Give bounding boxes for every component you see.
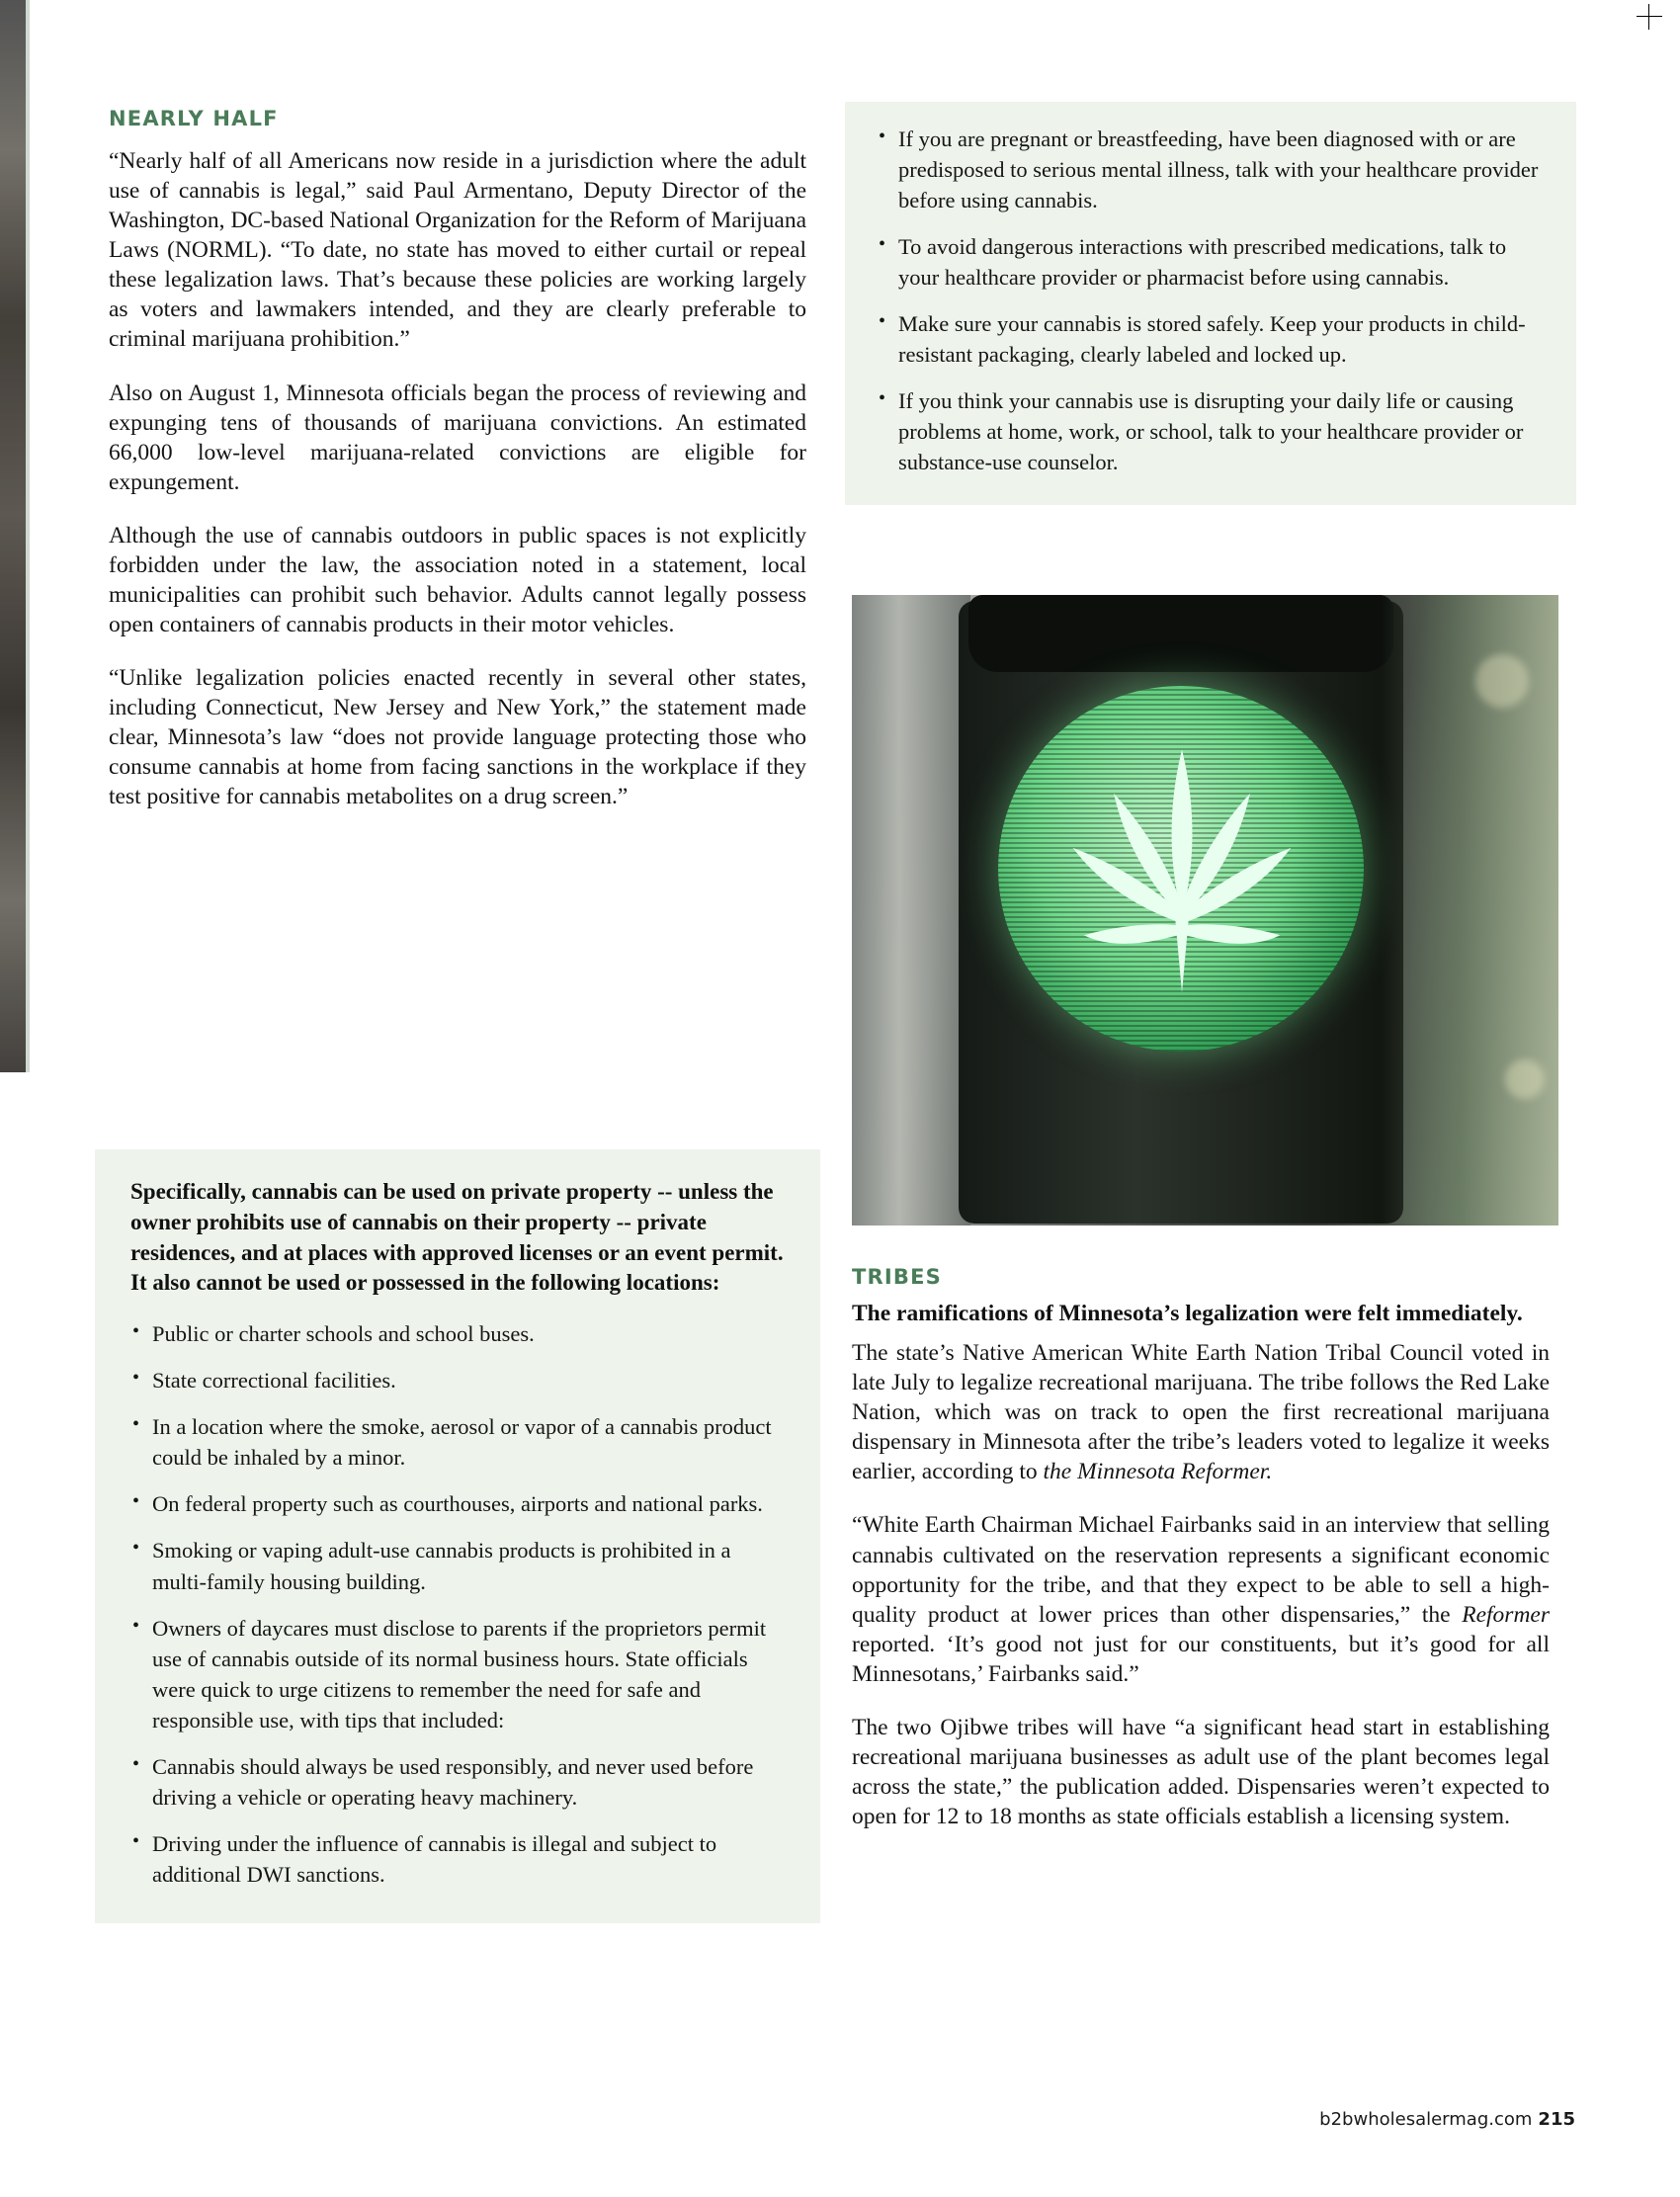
list-item: • On federal property such as courthouses, airports and national parks. [130, 1488, 787, 1519]
list-item: • Smoking or vaping adult-use cannabis products is prohibited in a multi-family housing building. [130, 1535, 787, 1596]
crop-mark-top-right-horizontal [1637, 16, 1662, 17]
list-item: • If you are pregnant or breastfeeding, have been diagnosed with or are predisposed to serious mental illness, talk with your healthcare provider before using cannabis. [877, 124, 1547, 215]
cannabis-leaf-icon [1046, 733, 1318, 1006]
section-heading-tribes: TRIBES [852, 1265, 942, 1289]
list-item: • State correctional facilities. [130, 1365, 787, 1395]
footer-page-number: 215 [1538, 2109, 1575, 2130]
paragraph: The two Ojibwe tribes will have “a significant head start in establishing recreational marijuana businesses as adult use of the plant becomes legal across the state,” the publication added. Dispensaries weren’t expected to open for 12 to 18 months as state officials establish a licensing system. [852, 1714, 1550, 1830]
prohibited-locations-box [95, 1149, 820, 1923]
publication-name-italic: Reformer [1462, 1601, 1550, 1628]
paragraph: Although the use of cannabis outdoors in public spaces is not explicitly forbidden under the law, the association noted in a statement, local municipalities can prohibit such behavior. Adults cannot legally possess open containers of cannabis products in their motor vehicles. [109, 522, 806, 638]
list-item: • Owners of daycares must disclose to parents if the proprietors permit use of cannabis outside of its normal business hours. State officials were quick to urge citizens to remember the need for safe and responsible use, with tips that included: [130, 1613, 787, 1735]
prohibited-locations-intro: Specifically, cannabis can be used on private property -- unless the owner prohibits use of cannabis on their property -- private residences, and at places with approved licenses or an event permit. It also cannot be used or possessed in the following locations: [130, 1179, 784, 1296]
list-item: • If you think your cannabis use is disrupting your daily life or causing problems at home, work, or school, talk to your healthcare provider or substance-use counselor. [877, 385, 1547, 477]
list-item: • To avoid dangerous interactions with prescribed medications, talk to your healthcare provider or pharmacist before using cannabis. [877, 231, 1547, 293]
left-column [109, 107, 806, 812]
traffic-light-pole [852, 595, 970, 1225]
photo-background-blur [1381, 595, 1558, 1225]
crop-mark-top-right-vertical [1648, 4, 1649, 30]
safety-tips-list [877, 124, 1547, 477]
paragraph: Also on August 1, Minnesota officials began the process of reviewing and expunging tens of thousands of marijuana convictions. An estimated 66,000 low-level marijuana-related convictions are eligible for expungement. [109, 380, 806, 495]
bokeh-light [1475, 654, 1529, 708]
footer-site-url: b2bwholesalermag.com [1319, 2109, 1533, 2130]
prohibited-locations-list [130, 1318, 787, 1890]
safety-tips-box [845, 102, 1576, 505]
page-footer [1319, 2109, 1575, 2130]
paragraph: “Unlike legalization policies enacted recently in several other states, including Connecticut, New Jersey and New York,” the statement made clear, Minnesota’s law “does not provide language protecting those who consume cannabis at home from facing sanctions in the workplace if they test positive for cannabis metabolites on a drug screen.” [109, 665, 806, 810]
paragraph [852, 1338, 1550, 1486]
tribes-lead: The ramifications of Minnesota’s legalization were felt immediately. [852, 1301, 1523, 1326]
paragraph-text: “White Earth Chairman Michael Fairbanks said in an interview that selling cannabis cultivated on the reservation represents a significant economic opportunity for the tribe, and that they expect to be able to sell a high-quality product at lower prices than other dispensaries,” the [852, 1512, 1550, 1628]
paragraph-text: reported. ‘It’s good not just for our constituents, but it’s good for all Minnesotans,’ Fairbanks said.” [852, 1631, 1550, 1687]
paragraph-text: The state’s Native American White Earth Nation Tribal Council voted in late July to legalize recreational marijuana. The tribe follows the Red Lake Nation, which was on track to open the first recreational marijuana dispensary in Minnesota after the tribe’s leaders voted to legalize it weeks earlier, according to [852, 1340, 1550, 1485]
publication-name-italic: the Minnesota Reformer. [1043, 1459, 1273, 1485]
list-item: • Public or charter schools and school buses. [130, 1318, 787, 1349]
list-item: • Cannabis should always be used responsibly, and never used before driving a vehicle or operating heavy machinery. [130, 1751, 787, 1813]
right-column [852, 1265, 1550, 1831]
traffic-light-cannabis-photo [852, 595, 1558, 1225]
traffic-light-visor [968, 595, 1393, 672]
page-edge-photo-strip [0, 0, 30, 1072]
bokeh-light [1505, 1059, 1545, 1099]
paragraph [852, 1510, 1550, 1688]
section-heading-nearly-half: NEARLY HALF [109, 107, 279, 130]
list-item: • In a location where the smoke, aerosol or vapor of a cannabis product could be inhaled by a minor. [130, 1411, 787, 1473]
list-item: • Make sure your cannabis is stored safely. Keep your products in child-resistant packaging, clearly labeled and locked up. [877, 308, 1547, 370]
paragraph: “Nearly half of all Americans now reside in a jurisdiction where the adult use of cannabis is legal,” said Paul Armentano, Deputy Director of the Washington, DC-based National Organization for the Reform of Marijuana Laws (NORML). “To date, no state has moved to either curtail or repeal these legalization laws. That’s because these policies are working largely as voters and lawmakers intended, and they are clearly preferable to criminal marijuana prohibition.” [109, 148, 806, 353]
list-item: • Driving under the influence of cannabis is illegal and subject to additional DWI sanctions. [130, 1828, 787, 1890]
